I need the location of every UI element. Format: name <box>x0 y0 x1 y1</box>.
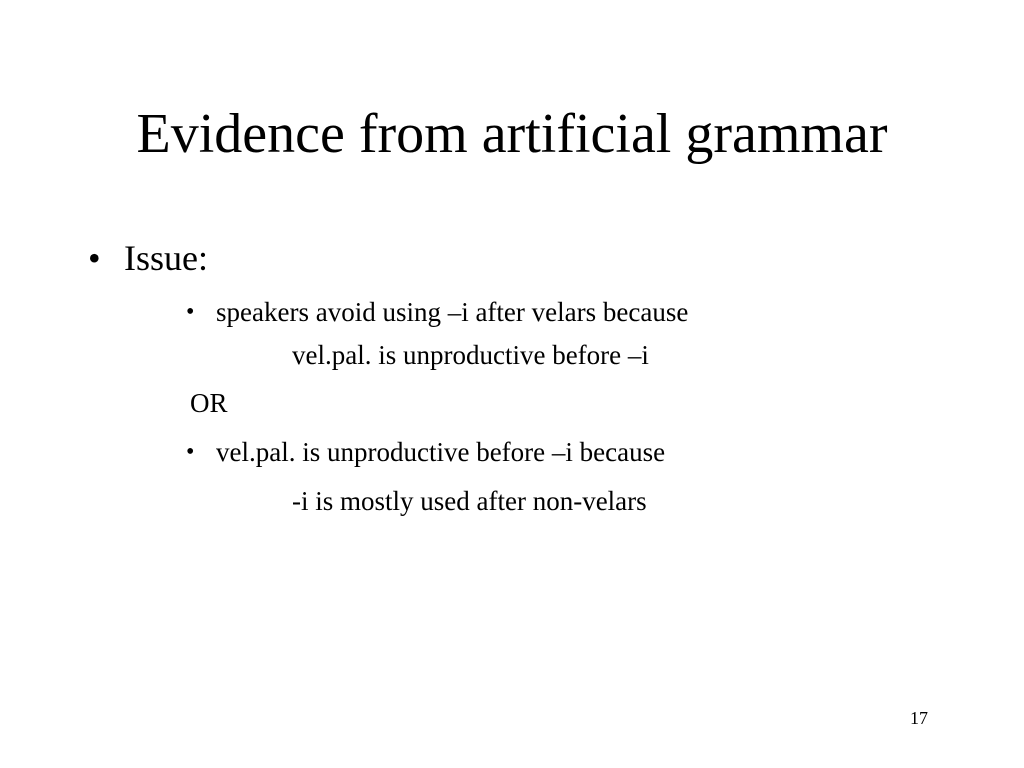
point2-line1: vel.pal. is unproductive before –i because <box>216 437 666 467</box>
point2-line2: -i is mostly used after non-velars <box>292 486 647 516</box>
page-number: 17 <box>910 708 928 728</box>
connector-or: OR <box>190 388 228 418</box>
point1-line2: vel.pal. is unproductive before –i <box>292 340 649 370</box>
point1-line1: speakers avoid using –i after velars because <box>216 297 689 327</box>
issue-label: Issue: <box>124 238 208 278</box>
slide-title: Evidence from artificial grammar <box>136 103 888 165</box>
issue-bullet <box>88 236 208 280</box>
bullet-marker: • <box>186 439 195 465</box>
bullet-marker: • <box>186 299 195 325</box>
bullet-marker: • <box>88 238 101 278</box>
